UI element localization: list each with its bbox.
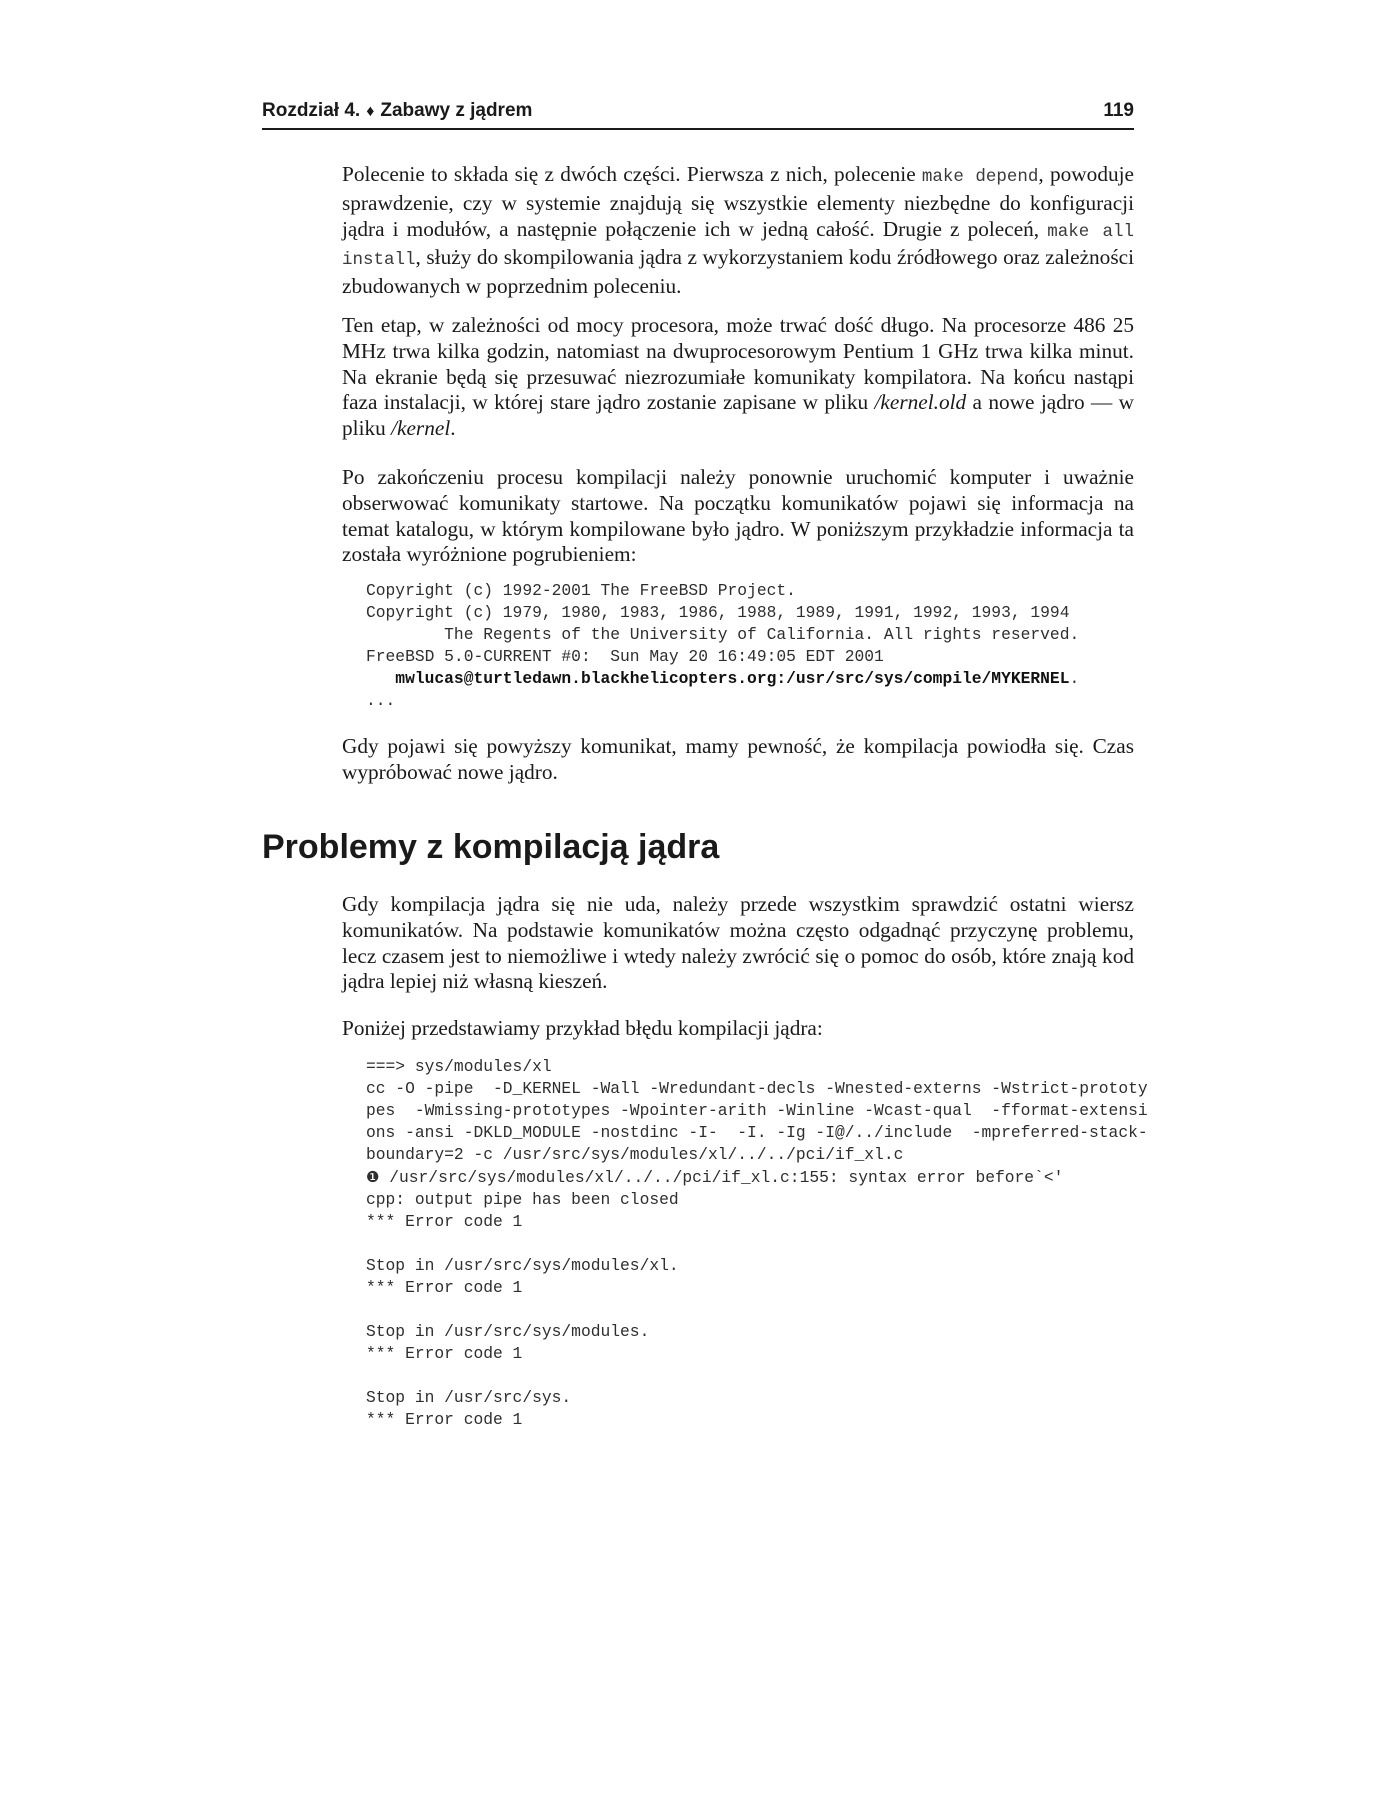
paragraph-success: Gdy pojawi się powyższy komunikat, mamy pewność, że kompilacja powiodła się. Czas wypróbować nowe jądro. [342,734,1134,784]
paragraph-make-commands: Polecenie to składa się z dwóch części. Pierwsza z nich, polecenie make depend, powoduje sprawdzenie, czy w systemie znajdują się wszystkie elementy niezbędne do konfiguracji jądra i modułów, a następnie połączenie ich w jedną całość. Drugie z poleceń, make all install, służy do skompilowania jądra z wykorzystaniem kodu źródłowego oraz zależności zbudowanych w poprzednim poleceniu. [342,162,1135,299]
chapter-name: Zabawy z jądrem [380,100,533,121]
diamond-icon: ♦ [366,103,375,120]
path-kernel: /kernel [391,416,451,441]
section-heading: Problemy z kompilacją jądra [262,828,720,866]
paragraph-compile-failure: Gdy kompilacja jądra się nie uda, należy przede wszystkim sprawdzić ostatni wiersz komunikatów. Na podstawie komunikatów można często odgadnąć przyczynę problemu, lecz czasem jest to niemożliwe i wtedy należy zwrócić się o pomoc do osób, które znają kod jądra lepiej niż własną kieszeń. [342,892,1134,994]
error-listing: ===> sys/modules/xl cc -O -pipe -D_KERNEL -Wall -Wredundant-decls -Wnested-externs -Wstrict-prototy pes -Wmissing-prototypes -Wpointer-arith -Winline -Wcast-qual -fformat-extensi ons -ansi -DKLD_MODULE -nostdinc -I- -I. -Ig -I@/../include -mpreferred-stack- boundary=2 -c /usr/src/sys/modules/xl/../../pci/if_xl.c ❶ /usr/src/sys/modules/xl/../../pci/if_xl.c:155: syntax error before`<' cpp: output pipe has been closed *** Error code 1 Stop in /usr/src/sys/modules/xl. *** Error code 1 Stop in /usr/src/sys/modules. *** Error code 1 Stop in /usr/src/sys. *** Error code 1 [366,1057,1148,1429]
boot-message-listing: Copyright (c) 1992-2001 The FreeBSD Project. Copyright (c) 1979, 1980, 1983, 1986, 1988, 1989, 1991, 1992, 1993, 1994 The Regents of the University of California. All rights reserved. FreeBSD 5.0-CURRENT #0: Sun May 20 16:49:05 EDT 2001 mwlucas@turtledawn.blackhelicopters.org:/usr/src/sys/compile/MYKERNEL. ... [366,581,1080,710]
chapter-title [262,100,532,122]
page-number: 119 [1103,100,1134,121]
kernel-build-path-bold: mwlucas@turtledawn.blackhelicopters.org:/usr/src/sys/compile/MYKERNEL [366,669,1070,688]
paragraph-reboot: Po zakończeniu procesu kompilacji należy ponownie uruchomić komputer i uważnie obserwować komunikaty startowe. Na początku komunikatów pojawi się informacja na temat katalogu, w którym kompilowane było jądro. W poniższym przykładzie informacja ta została wyróżnione pogrubieniem: [342,465,1134,567]
path-kernel-old: /kernel.old [874,390,967,415]
paragraph-error-example: Poniżej przedstawiamy przykład błędu kompilacji jądra: [342,1016,823,1040]
running-header [262,98,1134,130]
callout-number-one-icon: ❶ [366,1168,380,1186]
paragraph-compile-time: Ten etap, w zależności od mocy procesora, może trwać dość długo. Na procesorze 486 25 MHz trwa kilka godzin, natomiast na dwuprocesorowym Pentium 1 GHz trwa kilka minut. Na ekranie będą się przesuwać niezrozumiałe komunikaty kompilatora. Na końcu nastąpi faza instalacji, w której stare jądro zostanie zapisane w pliku /kernel.old a nowe jądro — w pliku /kernel. [342,313,1134,441]
inline-code-make-depend: make depend [921,167,1039,187]
chapter-label: Rozdział 4. [262,100,361,121]
inline-code-make-all-install: make all install [342,221,1135,271]
